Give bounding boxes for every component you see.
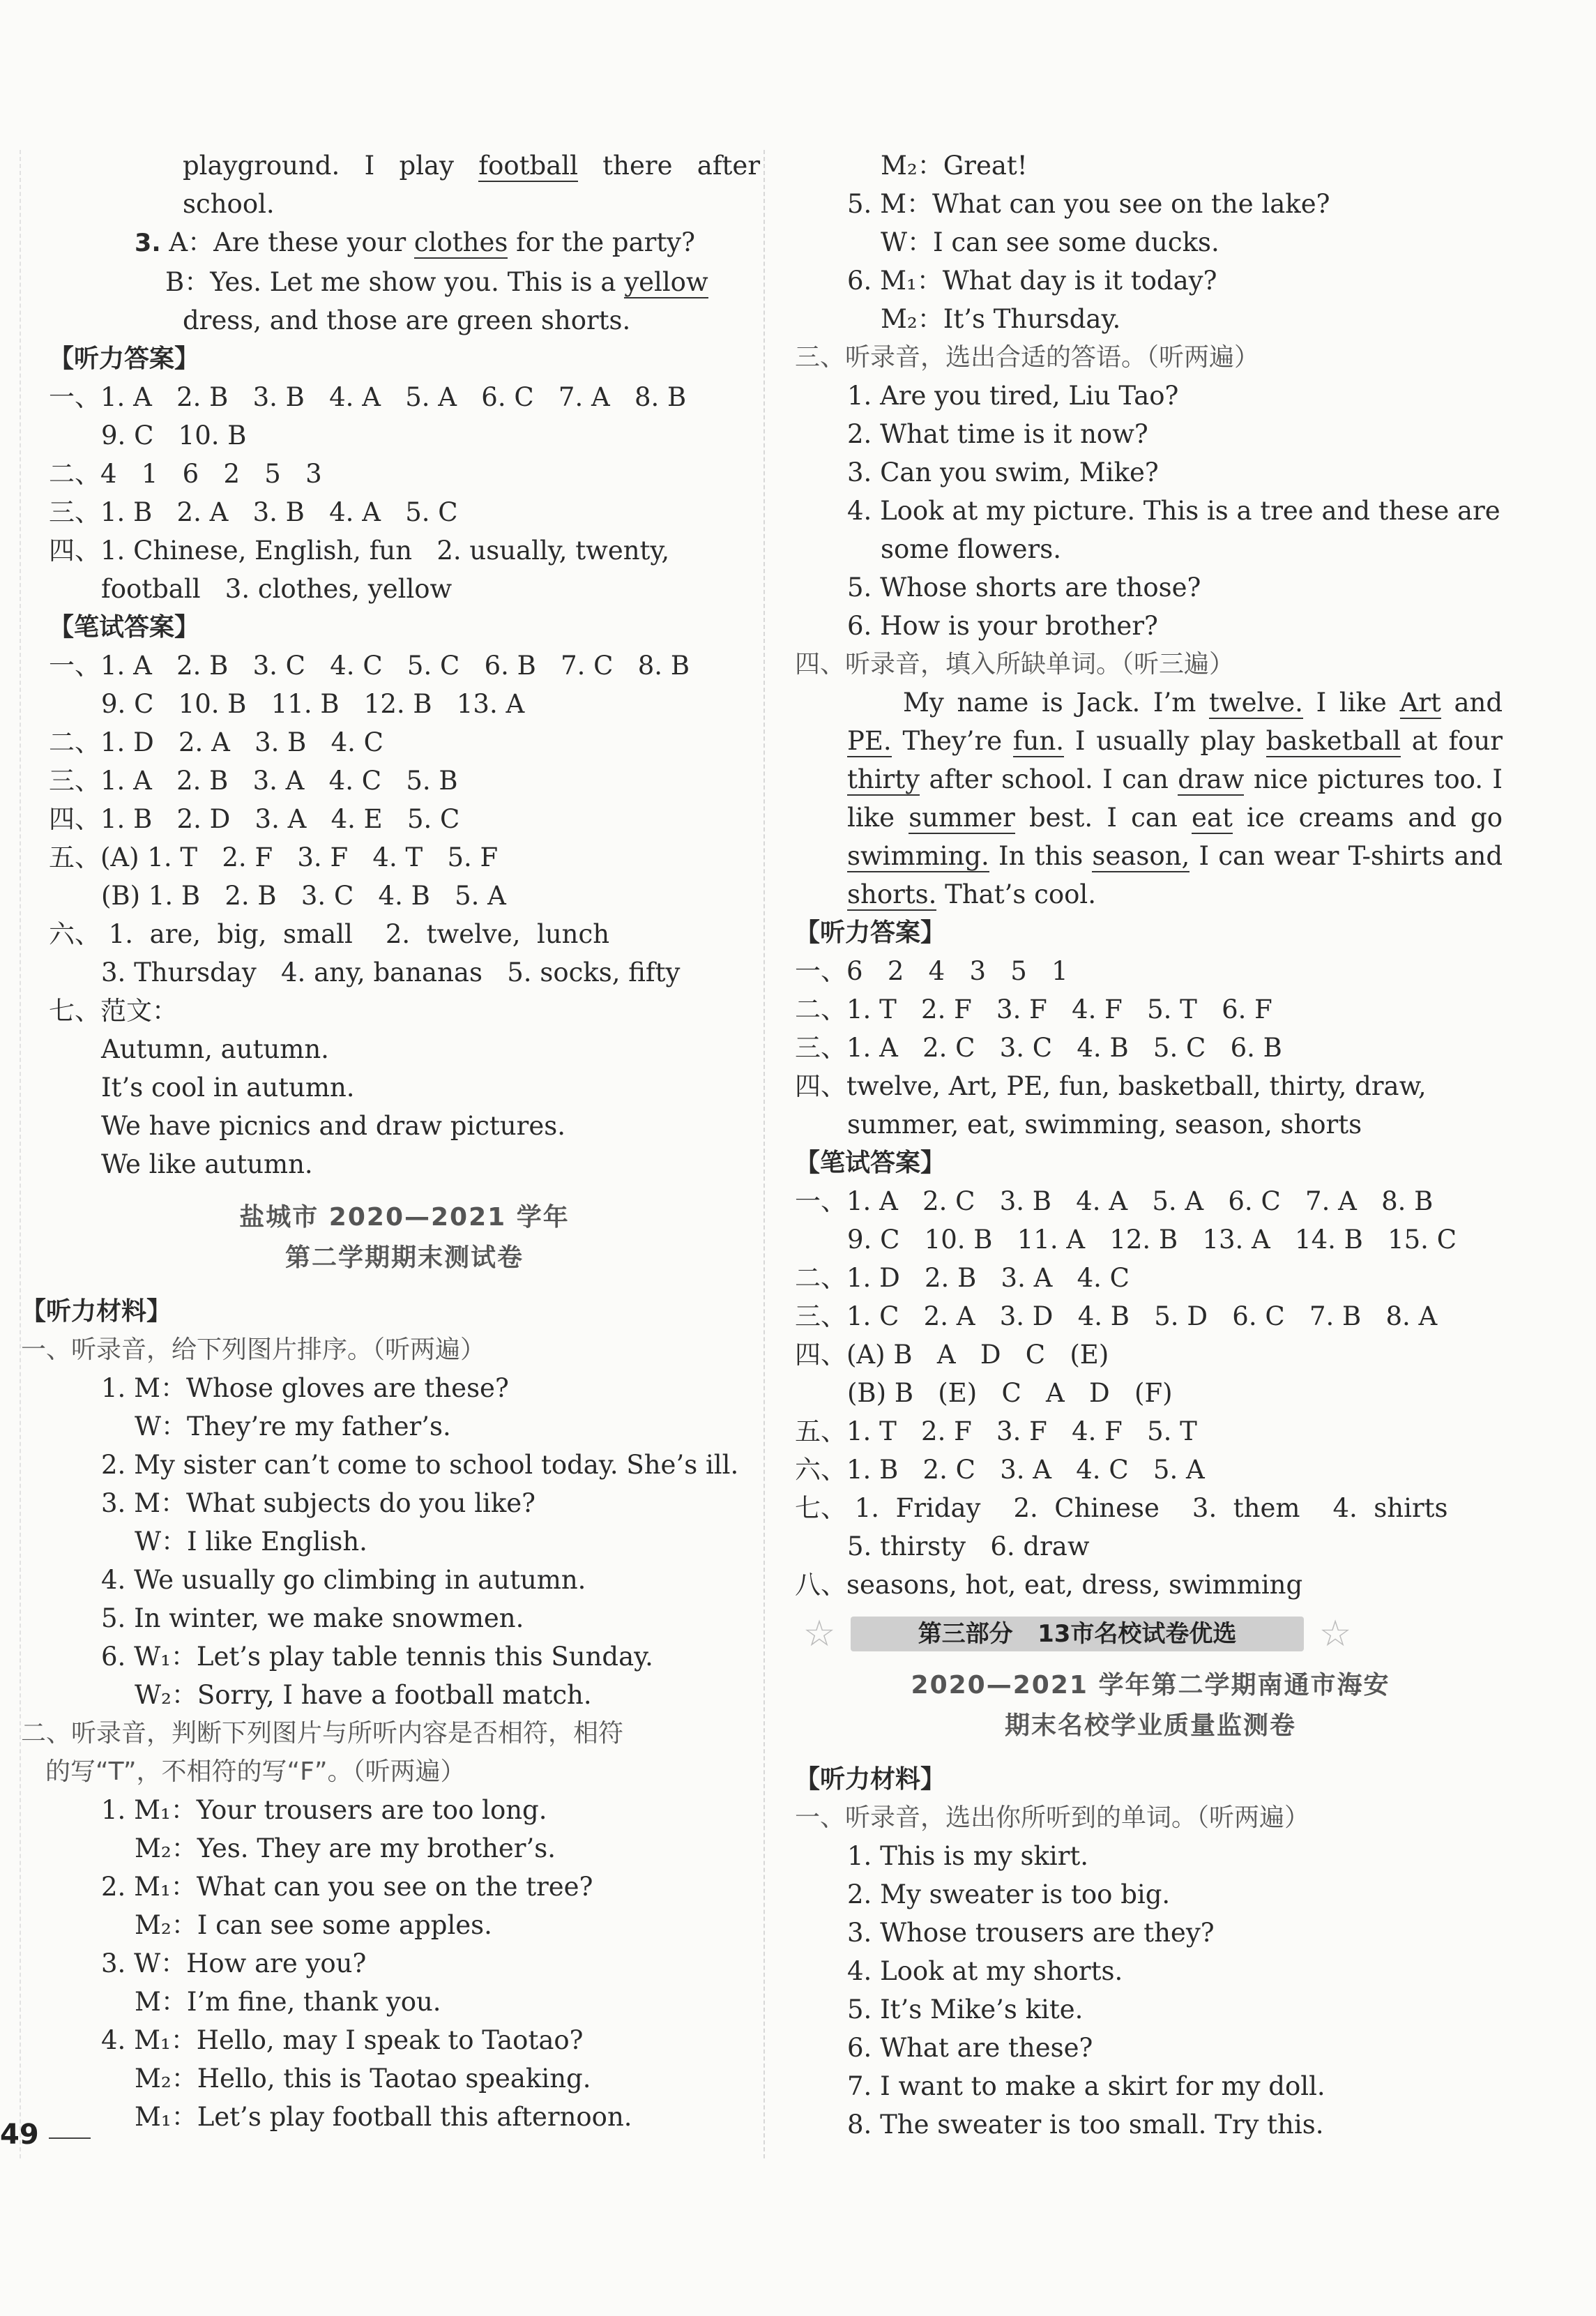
dialogue-line: 1. M：Whose gloves are these? [101,1373,509,1403]
section-header-listening-answers: 【听力答案】 [49,345,200,373]
question-line: 3. Can you swim, Mike? [847,457,1159,487]
right-column [795,146,1506,2144]
answer-underline: eat [1191,803,1233,833]
text-line: B：Yes. Let me show you. This is a yellow [165,267,708,297]
essay-line: We like autumn. [101,1149,313,1179]
answer-line: 三、1. B 2. A 3. B 4. A 5. C [49,497,458,527]
answer-line: 5. thirsty 6. draw [847,1531,1090,1561]
question-line: 2. My sweater is too big. [847,1879,1171,1909]
answer-line: (B) B (E) C A D (F) [847,1378,1173,1408]
dialogue-line: W：They’re my father’s. [135,1411,451,1441]
answer-underline: yellow [624,267,708,297]
page-number: 49 [0,2119,39,2151]
text-line: dress, and those are green shorts. [183,305,631,335]
answer-line: 3. Thursday 4. any, bananas 5. socks, fifty [101,958,681,987]
passage-line: swimming. In this season, I can wear T-shirts and [847,841,1503,871]
answer-underline: summer [909,803,1015,833]
section-instruction: 三、听录音，选出合适的答语。（听两遍） [795,343,1260,372]
question-line: 1. Are you tired, Liu Tao? [847,381,1179,411]
question-line: 6. How is your brother? [847,611,1158,641]
answer-line: 一、1. A 2. B 3. B 4. A 5. A 6. C 7. A 8. B [49,382,687,412]
exam-title: 盐城市 2020—2021 学年 [239,1203,570,1232]
answer-underline: swimming. [847,841,989,871]
answer-underline: clothes [413,227,508,257]
dialogue-line: M₁：Let’s play football this afternoon. [135,2102,632,2132]
dialogue-line: M₂：I can see some apples. [135,1910,492,1940]
answer-underline: season, [1092,841,1190,871]
answer-line: 三、1. A 2. B 3. A 4. C 5. B [49,766,458,796]
section-header-listening-material: 【听力材料】 [21,1297,172,1326]
dialogue-line: M₂：Yes. They are my brother’s. [135,1833,556,1863]
answer-underline: football [478,151,578,181]
question-line: 6. What are these? [847,2033,1093,2063]
dialogue-line: 1. M₁：Your trousers are too long. [101,1795,547,1825]
question-line: 5. Whose shorts are those? [847,573,1201,603]
text-line: school. [183,189,275,219]
answer-line: 四、1. B 2. D 3. A 4. E 5. C [49,804,460,834]
dialogue-line: M₂：It’s Thursday. [881,304,1121,334]
section-instruction: 一、听录音，给下列图片排序。（听两遍） [21,1335,486,1364]
section-header-listening-answers: 【听力答案】 [795,918,946,947]
dialogue-line: 2. M₁：What can you see on the tree? [101,1872,593,1902]
text-line: playground. I play football there after [183,151,761,181]
section-header-listening-material: 【听力材料】 [795,1765,946,1794]
section-header-written-answers: 【笔试答案】 [49,613,200,642]
answer-underline: shorts. [847,879,937,909]
page-number-rule [49,2137,91,2139]
answer-line: 四、(A) B A D C (E) [795,1340,1109,1370]
answer-line: 9. C 10. B 11. A 12. B 13. A 14. B 15. C [847,1225,1457,1255]
answer-line: (B) 1. B 2. B 3. C 4. B 5. A [101,881,506,911]
answer-line: 六、 1. are, big, small 2. twelve, lunch [49,919,610,949]
answer-line: 一、6 2 4 3 5 1 [795,956,1068,986]
question-line: 2. What time is it now? [847,419,1148,449]
dialogue-line: M₂：Hello, this is Taotao speaking. [135,2064,591,2094]
dialogue-line: W：I like English. [135,1527,367,1557]
question-line: 3. Whose trousers are they? [847,1918,1215,1948]
passage-line: thirty after school. I can draw nice pictures too. I [847,764,1503,794]
question-line: 4. Look at my shorts. [847,1956,1123,1986]
section-instruction: 一、听录音，选出你所听到的单词。（听两遍） [795,1803,1310,1832]
answer-line: football 3. clothes, yellow [101,574,453,604]
dialogue-line: 4. M₁：Hello, may I speak to Taotao? [101,2025,584,2055]
dialogue-line: 2. My sister can’t come to school today. She’s ill. [101,1450,739,1480]
dialogue-line: M：I’m fine, thank you. [135,1987,441,2017]
dialogue-line: 4. We usually go climbing in autumn. [101,1565,586,1595]
question-line: 5. It’s Mike’s kite. [847,1995,1084,2024]
answer-line: 9. C 10. B [101,421,247,451]
answer-line: 五、(A) 1. T 2. F 3. F 4. T 5. F [49,842,499,872]
exam-subtitle: 第二学期期末测试卷 [284,1243,524,1272]
exam-subtitle: 期末名校学业质量监测卷 [1004,1711,1296,1740]
answer-underline: PE. [847,726,892,756]
answer-line: 二、1. D 2. A 3. B 4. C [49,727,383,757]
essay-line: It’s cool in autumn. [101,1073,355,1103]
dialogue-line: 6. W₁：Let’s play table tennis this Sunday. [101,1642,653,1672]
answer-line: 六、1. B 2. C 3. A 4. C 5. A [795,1455,1205,1485]
banner-label: 第三部分 13市名校试卷优选 [851,1617,1304,1651]
section-instruction: 四、听录音，填入所缺单词。（听三遍） [795,650,1235,679]
answer-line: 三、1. C 2. A 3. D 4. B 5. D 6. C 7. B 8. A [795,1301,1438,1331]
answer-line: 七、范文： [49,996,178,1026]
answer-line: 二、4 1 6 2 5 3 [49,459,322,489]
answer-line: 三、1. A 2. C 3. C 4. B 5. C 6. B [795,1033,1282,1063]
passage-line: shorts. That’s cool. [847,879,1096,909]
answer-line: 四、1. Chinese, English, fun 2. usually, twenty, [49,536,670,566]
dialogue-line: 5. M：What can you see on the lake? [847,189,1330,219]
dialogue-line: W₂：Sorry, I have a football match. [135,1680,592,1710]
question-line: 7. I want to make a skirt for my doll. [847,2071,1325,2101]
essay-line: We have picnics and draw pictures. [101,1111,565,1141]
question-line: 8. The sweater is too small. Try this. [847,2110,1324,2140]
question-line: some flowers. [881,534,1061,564]
exam-title: 2020—2021 学年第二学期南通市海安 [911,1671,1390,1700]
left-column [21,146,761,2136]
essay-line: Autumn, autumn. [101,1034,329,1064]
star-face-icon: ☆ [803,1613,836,1655]
passage-line: PE. They’re fun. I usually play basketball at four [847,726,1503,756]
passage-line: like summer best. I can eat ice creams and go [847,803,1503,833]
answer-line: 五、1. T 2. F 3. F 4. F 5. T [795,1416,1197,1446]
question-line: 1. This is my skirt. [847,1841,1089,1871]
section-instruction: 二、听录音，判断下列图片与所听内容是否相符，相符 [21,1719,624,1748]
passage-line: My name is Jack. I’m twelve. I like Art and [903,688,1503,718]
dialogue-line: 5. In winter, we make snowmen. [101,1603,524,1633]
answer-underline: basketball [1266,726,1401,756]
answer-underline: Art [1399,688,1441,718]
answer-line: summer, eat, swimming, season, shorts [847,1110,1362,1140]
answer-underline: thirty [847,764,920,794]
dialogue-line: 6. M₁：What day is it today? [847,266,1217,296]
answer-underline: fun. [1012,726,1065,756]
answer-line: 八、seasons, hot, eat, dress, swimming [795,1570,1303,1600]
answer-line: 一、1. A 2. B 3. C 4. C 5. C 6. B 7. C 8. B [49,651,690,681]
answer-line: 四、twelve, Art, PE, fun, basketball, thirty, draw, [795,1071,1427,1101]
left-margin-rule [20,150,21,2158]
answer-line: 七、 1. Friday 2. Chinese 3. them 4. shirts [795,1493,1448,1523]
section-instruction: 的写“T”，不相符的写“F”。（听两遍） [45,1757,466,1786]
dialogue-line: M₂：Great! [881,151,1028,181]
part-three-banner [795,1610,1506,1658]
answer-line: 二、1. T 2. F 3. F 4. F 5. T 6. F [795,994,1272,1024]
question-line: 4. Look at my picture. This is a tree and these are [847,496,1500,526]
answer-line: 二、1. D 2. B 3. A 4. C [795,1263,1130,1293]
answer-line: 9. C 10. B 11. B 12. B 13. A [101,689,525,719]
answer-line: 一、1. A 2. C 3. B 4. A 5. A 6. C 7. A 8. B [795,1186,1434,1216]
column-divider [763,150,765,2158]
section-header-written-answers: 【笔试答案】 [795,1149,946,1177]
dialogue-line: 3. M：What subjects do you like? [101,1488,536,1518]
text-line: 3. A：Are these your clothes for the party? [135,227,695,257]
answer-underline: draw [1178,764,1245,794]
dialogue-line: W：I can see some ducks. [881,227,1219,257]
answer-underline: twelve. [1209,688,1303,718]
dialogue-line: 3. W：How are you? [101,1948,367,1978]
star-face-icon: ☆ [1318,1613,1352,1655]
